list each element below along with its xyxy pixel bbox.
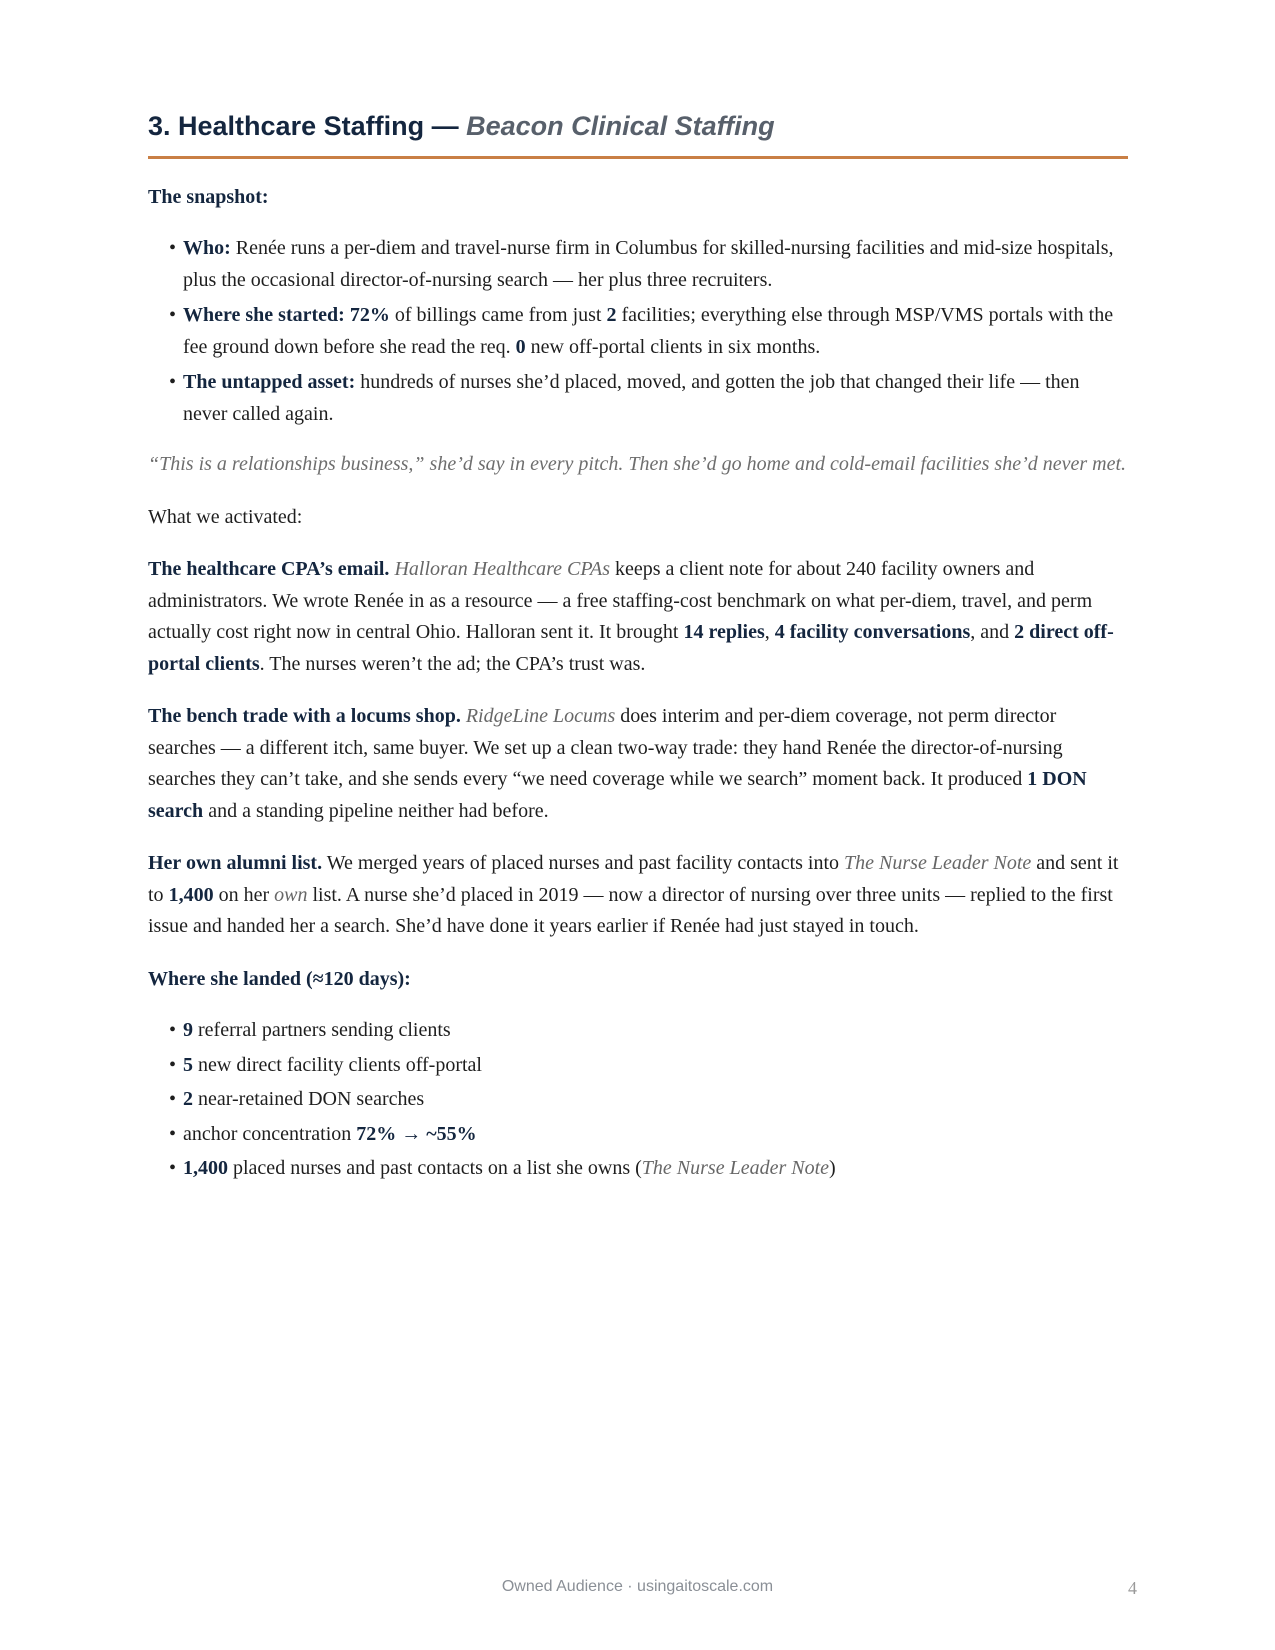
cpa-text-2: . The nurses weren’t the ad; the CPA’s trust was. [259, 652, 646, 675]
landed-text: placed nurses and past contacts on a list she owns ( [228, 1157, 642, 1180]
landed-num: 5 [183, 1053, 193, 1076]
landed-item [148, 1050, 1128, 1082]
alumni-newsletter: The Nurse Leader Note [844, 852, 1032, 875]
page-number: 4 [1128, 1578, 1137, 1598]
bullet: • [169, 1019, 177, 1042]
bullet: • [169, 304, 177, 327]
cpa-replies: 14 replies [683, 621, 765, 644]
landed-item [148, 1119, 1128, 1151]
alumni-text-2: and sent it to [148, 852, 1119, 906]
bench-text-2: and a standing pipeline neither had before. [203, 799, 549, 822]
landed-text: referral partners sending clients [193, 1019, 451, 1042]
section-heading [148, 110, 1128, 159]
alumni-text-3: on her [213, 883, 275, 906]
landed-item [148, 1153, 1128, 1185]
who-text: Renée runs a per-diem and travel-nurse firm in Columbus for skilled-nursing facilities and mid-size hospitals, plus the occasional director-of-nursing search — her plus three recruiters. [183, 237, 1114, 291]
snapshot-asset [148, 367, 1128, 430]
landed-num: 9 [183, 1019, 193, 1042]
alumni-text-1: We merged years of placed nurses and past facility contacts into [322, 852, 845, 875]
started-count: 2 [606, 304, 617, 327]
started-zero: 0 [515, 335, 526, 358]
landed-item [148, 1084, 1128, 1116]
landed-num: 72% → ~55% [356, 1122, 477, 1145]
alumni-label: Her own alumni list. [148, 852, 323, 875]
activated-label: What we activated: [148, 505, 303, 528]
cpa-and: , and [970, 621, 1015, 644]
landed-list [148, 1015, 1128, 1185]
footer-text: Owned Audience · usingaitoscale.com [501, 1578, 774, 1595]
cpa-firm: Halloran Healthcare CPAs [394, 558, 610, 581]
asset-text: hundreds of nurses she’d placed, moved, and gotten the job that changed their life — then never called again. [183, 371, 1080, 425]
landed-label: Where she landed (≈120 days): [148, 967, 411, 990]
who-label: Who: [183, 237, 231, 260]
cpa-clients: 2 direct off-portal clients [148, 621, 1114, 675]
started-text-3: new off-portal clients in six months. [525, 335, 821, 358]
pull-quote: “This is a relationships business,” she’d say in every pitch. Then she’d go home and cold-email facilities she’d never met. [148, 453, 1127, 476]
asset-label: The untapped asset: [183, 371, 356, 394]
bench-result: 1 DON search [148, 768, 1087, 822]
bullet: • [169, 237, 177, 260]
bench-label: The bench trade with a locums shop. [148, 705, 461, 728]
landed-pre: anchor concentration [183, 1122, 357, 1145]
started-pct: 72% [349, 304, 390, 327]
bench-text-1: does interim and per-diem coverage, not perm director searches — a different itch, same buyer. We set up a clean two-way trade: they hand Renée the director-of-nursing searches they can’t take, and she sends every “we need coverage while we search” moment back. It produced [148, 705, 1063, 791]
started-text-2: facilities; everything else through MSP/VMS portals with the fee ground down before she read the req. [183, 304, 1114, 358]
section-subtitle: Beacon Clinical Staffing [466, 111, 775, 141]
landed-text: near-retained DON searches [193, 1088, 425, 1111]
snapshot-list [148, 233, 1128, 430]
bullet: • [169, 1088, 177, 1111]
alumni-own: own [274, 883, 308, 906]
bench-firm: RidgeLine Locums [465, 705, 616, 728]
cpa-label: The healthcare CPA’s email. [148, 558, 390, 581]
bullet: • [169, 371, 177, 394]
bullet: • [169, 1157, 177, 1180]
alumni-text-4: list. A nurse she’d placed in 2019 — now a director of nursing over three units — replied to the first issue and handed her a search. She’d have done it years earlier if Renée had just stayed in touch. [148, 883, 1113, 938]
landed-num: 1,400 [183, 1157, 228, 1180]
bullet: • [169, 1122, 177, 1145]
section-title: 3. Healthcare Staffing — [148, 111, 467, 141]
started-label: Where she started: [183, 304, 345, 327]
landed-num: 2 [183, 1088, 193, 1111]
cpa-conversations: 4 facility conversations [774, 621, 971, 644]
alumni-count: 1,400 [168, 883, 214, 906]
snapshot-started [148, 300, 1128, 363]
started-text-1: of billings came from just [389, 304, 607, 327]
snapshot-label: The snapshot: [148, 185, 269, 208]
cpa-comma: , [764, 621, 775, 644]
landed-item [148, 1015, 1128, 1047]
document-page [148, 110, 1128, 1188]
landed-post: ) [829, 1157, 836, 1180]
bench-paragraph [148, 701, 1128, 827]
landed-newsletter: The Nurse Leader Note [641, 1157, 830, 1180]
bullet: • [169, 1053, 177, 1076]
cpa-text-1: keeps a client note for about 240 facility owners and administrators. We wrote Renée in as a resource — a free staffing-cost benchmark on what per-diem, travel, and perm actually cost right now in central Ohio. Halloran sent it. It brought [148, 558, 1093, 644]
alumni-paragraph [148, 848, 1128, 943]
landed-text: new direct facility clients off-portal [193, 1053, 482, 1076]
snapshot-who [148, 233, 1128, 296]
cpa-paragraph [148, 554, 1128, 680]
